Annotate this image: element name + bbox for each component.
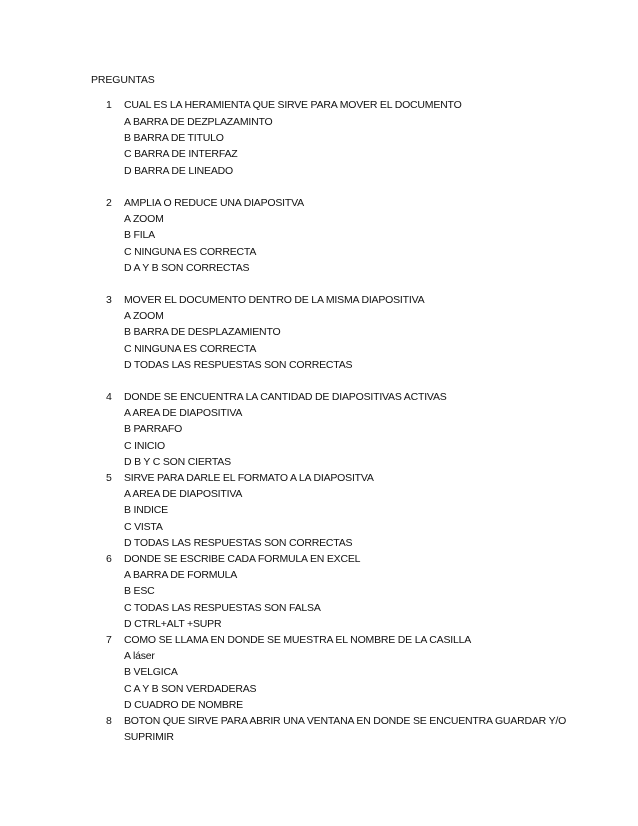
question-option: A AREA DE DIAPOSITIVA [124, 407, 243, 419]
question-text-continued: SUPRIMIR [124, 731, 174, 743]
question-option: C NINGUNA ES CORRECTA [124, 246, 257, 258]
question-text: DONDE SE ENCUENTRA LA CANTIDAD DE DIAPOSITIVAS ACTIVAS [124, 391, 447, 403]
question-number: 2 [106, 197, 112, 209]
question-text: BOTON QUE SIRVE PARA ABRIR UNA VENTANA EN DONDE SE ENCUENTRA GUARDAR Y/O [124, 715, 567, 727]
question-text: COMO SE LLAMA EN DONDE SE MUESTRA EL NOMBRE DE LA CASILLA [124, 634, 472, 646]
question-number: 4 [106, 391, 112, 403]
question-option: D TODAS LAS RESPUESTAS SON CORRECTAS [124, 359, 353, 371]
question-number: 7 [106, 634, 112, 646]
question-option: C TODAS LAS RESPUESTAS SON FALSA [124, 602, 321, 614]
question-number: 8 [106, 715, 112, 727]
question-number: 3 [106, 294, 112, 306]
question-text: SIRVE PARA DARLE EL FORMATO A LA DIAPOSITVA [124, 472, 374, 484]
question-text: AMPLIA O REDUCE UNA DIAPOSITVA [124, 197, 304, 209]
question-text: MOVER EL DOCUMENTO DENTRO DE LA MISMA DIAPOSITIVA [124, 294, 425, 306]
question-option: A láser [124, 650, 155, 662]
question-option: C NINGUNA ES CORRECTA [124, 343, 257, 355]
question-option: A ZOOM [124, 310, 164, 322]
question-option: B PARRAFO [124, 423, 183, 435]
question-option: D CTRL+ALT +SUPR [124, 618, 222, 630]
question-option: B INDICE [124, 504, 168, 516]
question-option: B ESC [124, 585, 155, 597]
question-option: D TODAS LAS RESPUESTAS SON CORRECTAS [124, 537, 353, 549]
question-option: B VELGICA [124, 666, 178, 678]
question-option: B FILA [124, 229, 155, 241]
question-option: B BARRA DE DESPLAZAMIENTO [124, 326, 281, 338]
question-option: A ZOOM [124, 213, 164, 225]
question-option: C VISTA [124, 521, 163, 533]
document-title: PREGUNTAS [91, 74, 155, 86]
question-option: C INICIO [124, 440, 165, 452]
question-text: DONDE SE ESCRIBE CADA FORMULA EN EXCEL [124, 553, 361, 565]
question-number: 6 [106, 553, 112, 565]
question-option: C A Y B SON VERDADERAS [124, 683, 257, 695]
question-option: D BARRA DE LINEADO [124, 165, 234, 177]
question-option: B BARRA DE TITULO [124, 132, 224, 144]
question-text: CUAL ES LA HERAMIENTA QUE SIRVE PARA MOVER EL DOCUMENTO [124, 99, 462, 111]
question-option: A AREA DE DIAPOSITIVA [124, 488, 243, 500]
question-option: A BARRA DE FORMULA [124, 569, 238, 581]
question-number: 1 [106, 99, 112, 111]
question-option: D A Y B SON CORRECTAS [124, 262, 250, 274]
question-option: A BARRA DE DEZPLAZAMINTO [124, 116, 273, 128]
question-option: C BARRA DE INTERFAZ [124, 148, 238, 160]
question-option: D B Y C SON CIERTAS [124, 456, 231, 468]
question-option: D CUADRO DE NOMBRE [124, 699, 243, 711]
question-number: 5 [106, 472, 112, 484]
